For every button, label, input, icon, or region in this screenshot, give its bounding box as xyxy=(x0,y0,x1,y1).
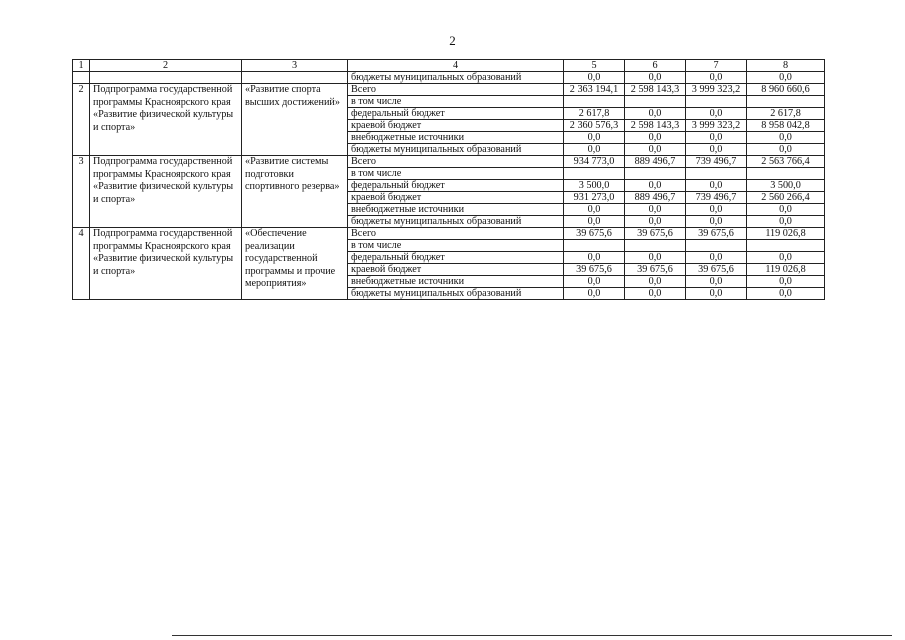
table-row xyxy=(73,84,825,96)
value-cell: 8 960 660,6 xyxy=(747,84,825,96)
value-cell: 931 273,0 xyxy=(564,192,625,204)
header-cell: 1 xyxy=(73,60,90,72)
value-cell xyxy=(625,168,686,180)
subprogram-name-cell: «Обеспечение реализации государственной программы и прочие мероприятия» xyxy=(242,228,348,300)
value-cell: 739 496,7 xyxy=(686,192,747,204)
funding-source-cell: в том числе xyxy=(348,168,564,180)
funding-source-cell: федеральный бюджет xyxy=(348,252,564,264)
value-cell: 0,0 xyxy=(747,144,825,156)
value-cell xyxy=(747,96,825,108)
value-cell: 2 617,8 xyxy=(564,108,625,120)
budget-table xyxy=(72,59,825,300)
header-cell: 8 xyxy=(747,60,825,72)
value-cell: 3 500,0 xyxy=(564,180,625,192)
value-cell: 119 026,8 xyxy=(747,228,825,240)
funding-source-cell: федеральный бюджет xyxy=(348,108,564,120)
value-cell: 0,0 xyxy=(747,288,825,300)
page-number: 2 xyxy=(449,33,456,48)
value-cell xyxy=(747,168,825,180)
value-cell xyxy=(686,240,747,252)
value-cell: 0,0 xyxy=(747,72,825,84)
value-cell: 3 500,0 xyxy=(747,180,825,192)
value-cell: 8 958 042,8 xyxy=(747,120,825,132)
subprogram-name-cell: «Развитие спорта высших достижений» xyxy=(242,84,348,156)
value-cell: 0,0 xyxy=(625,288,686,300)
header-cell: 5 xyxy=(564,60,625,72)
value-cell: 0,0 xyxy=(564,204,625,216)
funding-source-cell: краевой бюджет xyxy=(348,192,564,204)
value-cell: 0,0 xyxy=(564,144,625,156)
value-cell: 0,0 xyxy=(564,132,625,144)
value-cell: 3 999 323,2 xyxy=(686,120,747,132)
value-cell: 0,0 xyxy=(625,132,686,144)
header-cell: 7 xyxy=(686,60,747,72)
value-cell: 0,0 xyxy=(625,144,686,156)
value-cell xyxy=(686,168,747,180)
funding-source-cell: внебюджетные источники xyxy=(348,276,564,288)
value-cell: 0,0 xyxy=(686,132,747,144)
value-cell: 39 675,6 xyxy=(564,264,625,276)
value-cell: 0,0 xyxy=(564,72,625,84)
value-cell: 0,0 xyxy=(686,144,747,156)
table-body xyxy=(73,60,825,300)
value-cell: 0,0 xyxy=(747,216,825,228)
value-cell: 889 496,7 xyxy=(625,192,686,204)
value-cell: 0,0 xyxy=(686,276,747,288)
value-cell: 0,0 xyxy=(564,252,625,264)
value-cell: 0,0 xyxy=(686,204,747,216)
value-cell: 0,0 xyxy=(686,288,747,300)
funding-source-cell: бюджеты муниципальных образований xyxy=(348,216,564,228)
value-cell: 0,0 xyxy=(625,204,686,216)
row-number-cell: 3 xyxy=(73,156,90,228)
header-row xyxy=(73,60,825,72)
value-cell: 0,0 xyxy=(686,252,747,264)
table-row xyxy=(73,228,825,240)
funding-source-cell: бюджеты муниципальных образований xyxy=(348,72,564,84)
value-cell: 0,0 xyxy=(747,204,825,216)
value-cell: 0,0 xyxy=(747,252,825,264)
value-cell: 0,0 xyxy=(625,72,686,84)
program-cell: Подпрограмма государственной программы Красноярского края «Развитие физической культуры и спорта» xyxy=(90,156,242,228)
bottom-rule xyxy=(172,635,892,636)
header-cell: 3 xyxy=(242,60,348,72)
header-cell: 4 xyxy=(348,60,564,72)
value-cell: 39 675,6 xyxy=(564,228,625,240)
value-cell: 119 026,8 xyxy=(747,264,825,276)
value-cell: 0,0 xyxy=(625,180,686,192)
value-cell: 2 598 143,3 xyxy=(625,84,686,96)
funding-source-cell: краевой бюджет xyxy=(348,264,564,276)
funding-source-cell: Всего xyxy=(348,156,564,168)
value-cell: 0,0 xyxy=(564,288,625,300)
funding-source-cell: внебюджетные источники xyxy=(348,204,564,216)
empty-cell xyxy=(73,72,90,84)
value-cell: 2 563 766,4 xyxy=(747,156,825,168)
value-cell: 0,0 xyxy=(564,216,625,228)
header-cell: 2 xyxy=(90,60,242,72)
funding-source-cell: Всего xyxy=(348,228,564,240)
funding-source-cell: федеральный бюджет xyxy=(348,180,564,192)
funding-source-cell: в том числе xyxy=(348,96,564,108)
value-cell xyxy=(564,96,625,108)
value-cell: 0,0 xyxy=(686,216,747,228)
header-cell: 6 xyxy=(625,60,686,72)
value-cell xyxy=(625,240,686,252)
value-cell: 0,0 xyxy=(747,276,825,288)
value-cell: 2 360 576,3 xyxy=(564,120,625,132)
row-number-cell: 4 xyxy=(73,228,90,300)
empty-cell xyxy=(90,72,242,84)
funding-source-cell: внебюджетные источники xyxy=(348,132,564,144)
value-cell: 2 598 143,3 xyxy=(625,120,686,132)
subprogram-name-cell: «Развитие системы подготовки спортивного резерва» xyxy=(242,156,348,228)
value-cell: 2 560 266,4 xyxy=(747,192,825,204)
value-cell: 0,0 xyxy=(564,276,625,288)
value-cell: 0,0 xyxy=(686,72,747,84)
program-cell: Подпрограмма государственной программы Красноярского края «Развитие физической культуры и спорта» xyxy=(90,228,242,300)
value-cell: 0,0 xyxy=(686,180,747,192)
value-cell xyxy=(625,96,686,108)
value-cell: 0,0 xyxy=(686,108,747,120)
value-cell xyxy=(564,240,625,252)
row-number-cell: 2 xyxy=(73,84,90,156)
funding-source-cell: бюджеты муниципальных образований xyxy=(348,288,564,300)
value-cell xyxy=(747,240,825,252)
funding-source-cell: в том числе xyxy=(348,240,564,252)
table-row xyxy=(73,72,825,84)
value-cell: 0,0 xyxy=(625,276,686,288)
funding-source-cell: бюджеты муниципальных образований xyxy=(348,144,564,156)
program-cell: Подпрограмма государственной программы Красноярского края «Развитие физической культуры и спорта» xyxy=(90,84,242,156)
table-row xyxy=(73,156,825,168)
value-cell: 889 496,7 xyxy=(625,156,686,168)
value-cell: 934 773,0 xyxy=(564,156,625,168)
value-cell xyxy=(564,168,625,180)
value-cell: 2 363 194,1 xyxy=(564,84,625,96)
value-cell: 39 675,6 xyxy=(625,264,686,276)
empty-cell xyxy=(242,72,348,84)
funding-source-cell: краевой бюджет xyxy=(348,120,564,132)
value-cell: 0,0 xyxy=(625,108,686,120)
value-cell: 0,0 xyxy=(625,216,686,228)
value-cell: 0,0 xyxy=(625,252,686,264)
funding-source-cell: Всего xyxy=(348,84,564,96)
value-cell: 39 675,6 xyxy=(686,264,747,276)
value-cell: 2 617,8 xyxy=(747,108,825,120)
value-cell: 0,0 xyxy=(747,132,825,144)
value-cell: 39 675,6 xyxy=(686,228,747,240)
value-cell: 39 675,6 xyxy=(625,228,686,240)
value-cell: 3 999 323,2 xyxy=(686,84,747,96)
value-cell: 739 496,7 xyxy=(686,156,747,168)
value-cell xyxy=(686,96,747,108)
